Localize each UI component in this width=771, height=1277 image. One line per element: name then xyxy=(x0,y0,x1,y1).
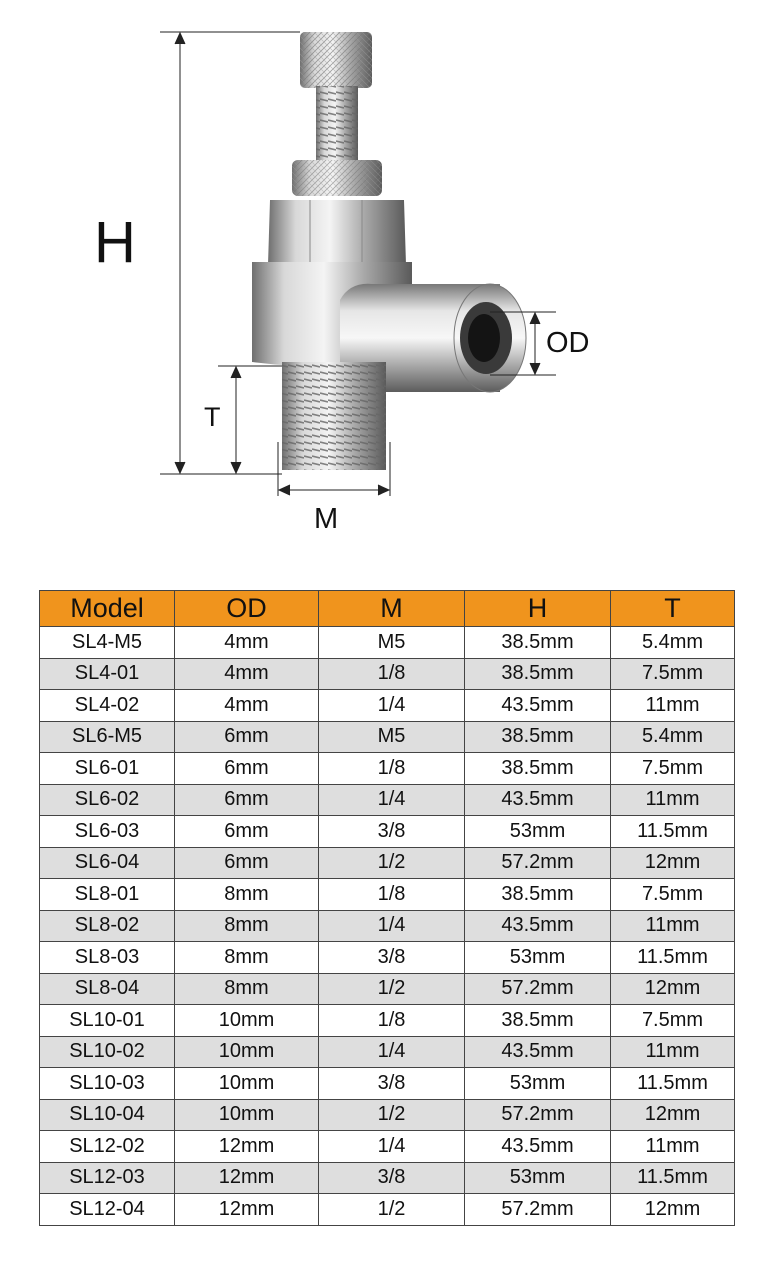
cell-model: SL4-02 xyxy=(40,690,175,722)
cell-t: 11mm xyxy=(611,690,735,722)
cell-m: 1/4 xyxy=(319,784,465,816)
cell-model: SL8-02 xyxy=(40,910,175,942)
cell-model: SL10-04 xyxy=(40,1099,175,1131)
cell-h: 43.5mm xyxy=(465,690,611,722)
cell-m: 1/4 xyxy=(319,690,465,722)
table-header-row xyxy=(40,591,735,627)
cell-t: 11mm xyxy=(611,784,735,816)
cell-model: SL6-01 xyxy=(40,753,175,785)
cell-h: 57.2mm xyxy=(465,1099,611,1131)
cell-t: 11mm xyxy=(611,910,735,942)
cell-h: 38.5mm xyxy=(465,627,611,659)
cell-od: 12mm xyxy=(175,1194,319,1226)
cell-t: 7.5mm xyxy=(611,879,735,911)
cell-t: 7.5mm xyxy=(611,1005,735,1037)
table-row xyxy=(40,1162,735,1194)
table-row xyxy=(40,973,735,1005)
cell-od: 10mm xyxy=(175,1068,319,1100)
cell-m: 1/2 xyxy=(319,1194,465,1226)
cell-od: 8mm xyxy=(175,910,319,942)
cell-h: 53mm xyxy=(465,1162,611,1194)
cell-h: 57.2mm xyxy=(465,973,611,1005)
cell-od: 10mm xyxy=(175,1036,319,1068)
cell-t: 11.5mm xyxy=(611,942,735,974)
cell-m: 1/8 xyxy=(319,658,465,690)
table-row xyxy=(40,753,735,785)
cell-model: SL10-02 xyxy=(40,1036,175,1068)
label-t: T xyxy=(204,402,221,432)
fitting-illustration xyxy=(252,32,526,470)
table-row xyxy=(40,942,735,974)
cell-m: 1/4 xyxy=(319,1131,465,1163)
cell-od: 6mm xyxy=(175,784,319,816)
col-header-h: H xyxy=(465,591,611,627)
cell-model: SL6-04 xyxy=(40,847,175,879)
cell-m: 1/4 xyxy=(319,910,465,942)
cell-od: 12mm xyxy=(175,1131,319,1163)
cell-h: 38.5mm xyxy=(465,658,611,690)
table-row xyxy=(40,910,735,942)
cell-model: SL12-04 xyxy=(40,1194,175,1226)
cell-model: SL10-01 xyxy=(40,1005,175,1037)
cell-m: 1/4 xyxy=(319,1036,465,1068)
label-m: M xyxy=(314,503,339,535)
cell-t: 12mm xyxy=(611,1194,735,1226)
cell-od: 6mm xyxy=(175,816,319,848)
cell-h: 53mm xyxy=(465,816,611,848)
spec-table xyxy=(39,590,735,1226)
table-row xyxy=(40,1099,735,1131)
cell-od: 6mm xyxy=(175,721,319,753)
table-row xyxy=(40,627,735,659)
cell-t: 11.5mm xyxy=(611,1068,735,1100)
cell-od: 8mm xyxy=(175,973,319,1005)
table-row xyxy=(40,690,735,722)
cell-h: 53mm xyxy=(465,942,611,974)
cell-model: SL12-02 xyxy=(40,1131,175,1163)
cell-h: 38.5mm xyxy=(465,721,611,753)
cell-od: 4mm xyxy=(175,627,319,659)
cell-model: SL12-03 xyxy=(40,1162,175,1194)
cell-model: SL8-01 xyxy=(40,879,175,911)
cell-m: 3/8 xyxy=(319,816,465,848)
cell-t: 5.4mm xyxy=(611,721,735,753)
cell-m: M5 xyxy=(319,721,465,753)
cell-m: 1/8 xyxy=(319,1005,465,1037)
cell-t: 11mm xyxy=(611,1036,735,1068)
cell-t: 11.5mm xyxy=(611,816,735,848)
cell-od: 10mm xyxy=(175,1005,319,1037)
table-body xyxy=(40,627,735,1226)
cell-t: 7.5mm xyxy=(611,753,735,785)
cell-m: 3/8 xyxy=(319,1162,465,1194)
cell-h: 57.2mm xyxy=(465,1194,611,1226)
table-row xyxy=(40,1131,735,1163)
cell-model: SL8-03 xyxy=(40,942,175,974)
cell-model: SL8-04 xyxy=(40,973,175,1005)
cell-model: SL6-M5 xyxy=(40,721,175,753)
label-h: H xyxy=(94,210,136,275)
cell-od: 8mm xyxy=(175,879,319,911)
table-row xyxy=(40,1194,735,1226)
cell-model: SL10-03 xyxy=(40,1068,175,1100)
cell-h: 38.5mm xyxy=(465,879,611,911)
cell-od: 4mm xyxy=(175,690,319,722)
cell-t: 7.5mm xyxy=(611,658,735,690)
cell-model: SL4-01 xyxy=(40,658,175,690)
col-header-m: M xyxy=(319,591,465,627)
cell-t: 5.4mm xyxy=(611,627,735,659)
cell-od: 6mm xyxy=(175,753,319,785)
cell-t: 11.5mm xyxy=(611,1162,735,1194)
cell-model: SL6-03 xyxy=(40,816,175,848)
cell-m: 1/2 xyxy=(319,973,465,1005)
table-row xyxy=(40,1068,735,1100)
table-row xyxy=(40,1036,735,1068)
cell-h: 43.5mm xyxy=(465,784,611,816)
cell-model: SL4-M5 xyxy=(40,627,175,659)
col-header-od: OD xyxy=(175,591,319,627)
product-diagram xyxy=(0,0,771,560)
cell-od: 8mm xyxy=(175,942,319,974)
cell-h: 53mm xyxy=(465,1068,611,1100)
cell-m: 1/8 xyxy=(319,753,465,785)
cell-h: 43.5mm xyxy=(465,1131,611,1163)
cell-m: 1/8 xyxy=(319,879,465,911)
cell-h: 57.2mm xyxy=(465,847,611,879)
cell-model: SL6-02 xyxy=(40,784,175,816)
cell-h: 38.5mm xyxy=(465,753,611,785)
table-row xyxy=(40,784,735,816)
table-row xyxy=(40,879,735,911)
table-row xyxy=(40,658,735,690)
cell-od: 12mm xyxy=(175,1162,319,1194)
cell-od: 4mm xyxy=(175,658,319,690)
cell-m: 3/8 xyxy=(319,942,465,974)
cell-od: 10mm xyxy=(175,1099,319,1131)
col-header-model: Model xyxy=(40,591,175,627)
col-header-t: T xyxy=(611,591,735,627)
cell-m: 1/2 xyxy=(319,847,465,879)
table-row xyxy=(40,847,735,879)
cell-t: 12mm xyxy=(611,847,735,879)
cell-h: 43.5mm xyxy=(465,1036,611,1068)
table-row xyxy=(40,816,735,848)
label-od: OD xyxy=(546,327,590,359)
cell-m: M5 xyxy=(319,627,465,659)
cell-od: 6mm xyxy=(175,847,319,879)
cell-h: 43.5mm xyxy=(465,910,611,942)
cell-m: 1/2 xyxy=(319,1099,465,1131)
table-row xyxy=(40,1005,735,1037)
cell-h: 38.5mm xyxy=(465,1005,611,1037)
cell-t: 12mm xyxy=(611,973,735,1005)
cell-t: 12mm xyxy=(611,1099,735,1131)
cell-t: 11mm xyxy=(611,1131,735,1163)
table-row xyxy=(40,721,735,753)
cell-m: 3/8 xyxy=(319,1068,465,1100)
